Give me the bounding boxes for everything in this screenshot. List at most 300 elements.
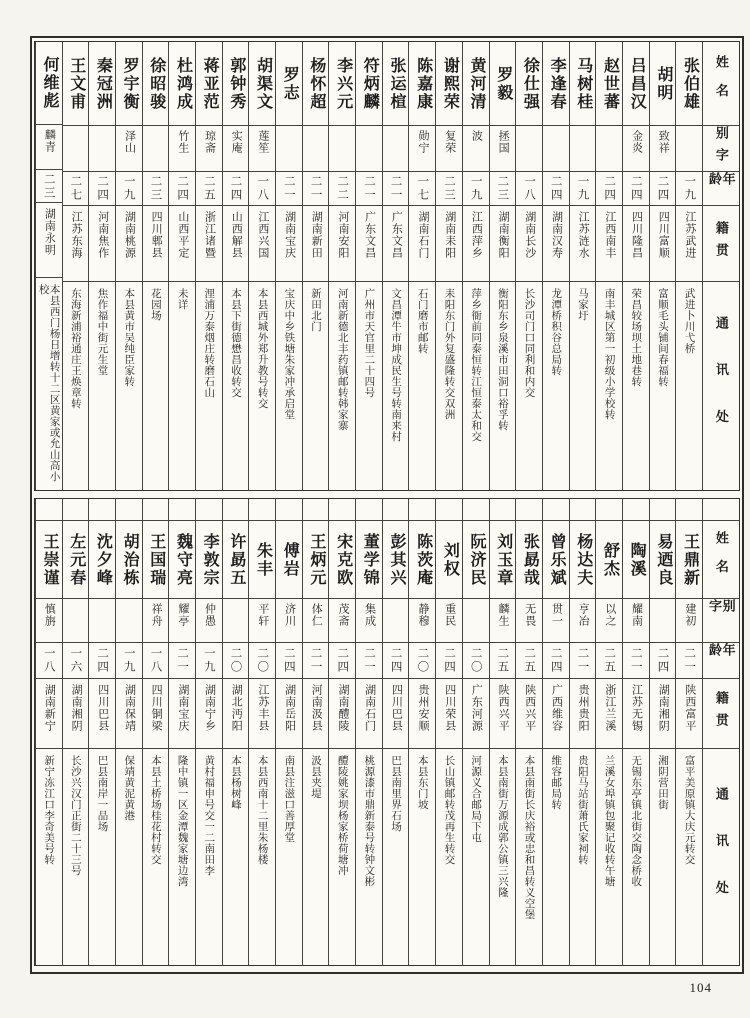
person-age-cell-text: 二三 bbox=[443, 175, 455, 202]
person-origin-cell bbox=[409, 206, 435, 282]
column-header-name-text: 姓名 bbox=[713, 54, 729, 113]
person-addr-cell-text: 本县黄市吴纯臣家转 bbox=[123, 288, 135, 387]
person-zi-cell-text: 平轩 bbox=[256, 603, 269, 627]
person-name-cell-text: 罗志 bbox=[281, 65, 299, 102]
person-zi-cell bbox=[276, 126, 302, 172]
person-name-cell-text: 许勗五 bbox=[227, 532, 245, 587]
person-age-cell-text: 一九 bbox=[576, 175, 589, 202]
person-column bbox=[569, 42, 596, 490]
column-header-age bbox=[703, 643, 739, 679]
person-name-cell-text: 曾乐斌 bbox=[548, 532, 566, 587]
person-addr-cell bbox=[463, 749, 489, 965]
blank-cell bbox=[676, 499, 702, 521]
person-column bbox=[569, 499, 596, 965]
person-zi-cell bbox=[356, 126, 382, 172]
person-zi-cell-text: 复荣 bbox=[443, 130, 456, 154]
person-addr-cell-text: 桃源漆市鼎新泰号转钟文彬 bbox=[363, 755, 375, 887]
person-zi-cell-text: 泽山 bbox=[123, 130, 136, 154]
person-zi-cell bbox=[89, 599, 115, 643]
person-addr-cell-text: 萍乡衙前同泰恒转江恒泰太和交 bbox=[470, 288, 482, 442]
person-addr-cell bbox=[436, 282, 462, 490]
person-age-cell bbox=[329, 643, 355, 679]
person-addr-cell-text: 巴县南里界石场 bbox=[390, 755, 402, 832]
person-origin-cell-text: 江苏武进 bbox=[683, 211, 696, 259]
person-age-cell-text: 二四 bbox=[229, 175, 242, 202]
person-zi-cell bbox=[63, 599, 89, 643]
person-origin-cell bbox=[409, 679, 435, 749]
person-addr-cell bbox=[249, 282, 275, 490]
person-origin-cell-text: 湖南衡阳 bbox=[497, 211, 510, 259]
person-column bbox=[62, 42, 89, 490]
person-name-cell bbox=[570, 521, 596, 599]
person-addr-cell bbox=[116, 749, 142, 965]
person-zi-cell bbox=[329, 126, 355, 172]
person-age-cell-text: 二四 bbox=[336, 647, 349, 674]
person-age-cell bbox=[570, 172, 596, 206]
person-addr-cell-text: 本县东门坡 bbox=[416, 755, 428, 810]
person-addr-cell bbox=[303, 749, 329, 965]
person-origin-cell-text: 江苏涟水 bbox=[577, 211, 590, 259]
person-addr-cell bbox=[169, 749, 195, 965]
person-zi-cell bbox=[436, 599, 462, 643]
person-addr-cell-text: 浬浦万泰烟庄转磨石山 bbox=[203, 288, 215, 398]
person-age-cell-text: 二四 bbox=[549, 647, 562, 674]
person-age-cell bbox=[63, 643, 89, 679]
blank-cell bbox=[36, 499, 62, 521]
person-zi-cell-text: 无畏 bbox=[523, 603, 536, 627]
person-zi-cell bbox=[570, 126, 596, 172]
person-zi-cell-text: 慎旃 bbox=[43, 603, 56, 627]
person-origin-cell bbox=[383, 206, 409, 282]
person-origin-cell bbox=[543, 206, 569, 282]
person-zi-cell bbox=[249, 126, 275, 172]
person-name-cell-text: 杨达夫 bbox=[574, 532, 592, 587]
person-zi-cell-text: 祥舟 bbox=[150, 603, 163, 627]
person-addr-cell bbox=[463, 282, 489, 490]
person-zi-cell bbox=[276, 599, 302, 643]
person-age-cell bbox=[623, 172, 649, 206]
person-origin-cell bbox=[490, 206, 516, 282]
person-addr-cell-text: 未详 bbox=[176, 288, 188, 310]
person-origin-cell-text: 湖南石门 bbox=[417, 211, 430, 259]
person-addr-cell-text: 东海新浦裕通庄王焕章转 bbox=[69, 288, 81, 409]
person-age-cell bbox=[63, 172, 89, 206]
person-name-cell-text: 黄河清 bbox=[468, 56, 486, 111]
person-column bbox=[195, 499, 222, 965]
person-origin-cell-text: 广东河源 bbox=[470, 684, 483, 732]
person-age-cell bbox=[650, 643, 676, 679]
person-origin-cell-text: 四川巴县 bbox=[390, 684, 403, 732]
person-zi-cell-text: 竹生 bbox=[176, 130, 189, 154]
person-zi-cell bbox=[196, 599, 222, 643]
person-addr-cell-text: 本县西门杨日增转十二区黄家或允山高小校 bbox=[37, 284, 60, 483]
person-addr-cell bbox=[570, 282, 596, 490]
blank-cell bbox=[623, 499, 649, 521]
person-addr-cell-text: 本县西南十二里朱杨楼 bbox=[256, 755, 268, 865]
person-addr-cell-text: 武进卜川弋桥 bbox=[683, 288, 695, 354]
person-age-cell bbox=[276, 643, 302, 679]
person-age-cell bbox=[169, 643, 195, 679]
person-zi-cell bbox=[63, 126, 89, 172]
person-name-cell bbox=[490, 42, 516, 126]
person-origin-cell bbox=[276, 679, 302, 749]
person-zi-cell bbox=[596, 599, 622, 643]
person-zi-cell bbox=[169, 599, 195, 643]
person-age-cell bbox=[676, 643, 702, 679]
person-addr-cell-text: 富顺毛头铺间春福转 bbox=[656, 288, 668, 387]
person-age-cell bbox=[409, 643, 435, 679]
person-age-cell-text: 二一 bbox=[309, 647, 322, 674]
person-name-cell-text: 宋克欧 bbox=[334, 532, 352, 587]
person-column bbox=[222, 42, 249, 490]
blank-cell bbox=[143, 499, 169, 521]
person-addr-cell-text: 保靖黄泥黄港 bbox=[123, 755, 135, 821]
person-addr-cell-text: 贵阳马站街萧氏家祠转 bbox=[576, 755, 588, 865]
person-age-cell-text: 二五 bbox=[603, 647, 616, 674]
person-name-cell-text: 何维彪 bbox=[41, 55, 59, 110]
person-age-cell-text: 二四 bbox=[603, 175, 616, 202]
person-age-cell-text: 二四 bbox=[443, 647, 455, 674]
person-age-cell-text: 二二 bbox=[336, 175, 349, 202]
person-zi-cell bbox=[650, 599, 676, 643]
column-header-addr bbox=[703, 282, 739, 490]
person-name-cell-text: 杨怀超 bbox=[307, 56, 325, 111]
person-column bbox=[462, 42, 489, 490]
person-zi-cell-text: 仲愚 bbox=[203, 603, 216, 627]
person-name-cell-text: 张勗哉 bbox=[521, 532, 539, 587]
person-origin-cell-text: 四川富顺 bbox=[657, 211, 670, 259]
person-addr-cell-text: 汲县夹堤 bbox=[310, 755, 322, 799]
person-age-cell-text: 二一 bbox=[362, 175, 375, 202]
person-name-cell-text: 李敦宗 bbox=[201, 532, 219, 587]
column-header-origin-text: 籍贯 bbox=[713, 221, 729, 266]
person-zi-cell-text: 重民 bbox=[443, 603, 456, 627]
column-header-age bbox=[703, 172, 739, 206]
roster-table-bottom bbox=[34, 498, 740, 966]
person-addr-cell-text: 兰溪女埠镇包聚记收转午塘 bbox=[603, 755, 615, 887]
person-age-cell-text: 二七 bbox=[69, 175, 82, 202]
person-zi-cell bbox=[36, 599, 62, 643]
person-addr-cell-text: 荣昌较场坝土地巷转 bbox=[630, 288, 642, 387]
person-addr-cell-text: 河源义合邮局下屯 bbox=[470, 755, 482, 843]
person-age-cell-text: 二三 bbox=[42, 172, 55, 200]
person-name-cell bbox=[596, 42, 622, 126]
person-age-cell-text: 一七 bbox=[416, 175, 429, 202]
blank-cell bbox=[356, 499, 382, 521]
person-addr-cell-text: 文昌潭牛市坤成民生号转南来村 bbox=[390, 288, 402, 442]
person-origin-cell bbox=[169, 679, 195, 749]
person-name-cell-text: 傅岩 bbox=[281, 541, 299, 578]
person-addr-cell bbox=[303, 282, 329, 490]
person-origin-cell-text: 山西平定 bbox=[176, 211, 189, 259]
person-name-cell bbox=[36, 42, 62, 125]
person-age-cell-text: 一八 bbox=[149, 647, 162, 674]
person-origin-cell bbox=[676, 206, 702, 282]
person-origin-cell-text: 湖南新田 bbox=[310, 211, 323, 259]
person-age-cell bbox=[596, 643, 622, 679]
column-header-addr bbox=[703, 749, 739, 965]
person-age-cell bbox=[463, 172, 489, 206]
person-name-cell bbox=[356, 521, 382, 599]
person-age-cell bbox=[676, 172, 702, 206]
person-name-cell-text: 王文甫 bbox=[67, 56, 85, 111]
person-column bbox=[88, 42, 115, 490]
person-origin-cell-text: 湖南保靖 bbox=[123, 684, 136, 732]
person-column bbox=[248, 499, 275, 965]
person-origin-cell-text: 陕西富平 bbox=[683, 684, 696, 732]
person-origin-cell-text: 广东文昌 bbox=[363, 211, 376, 259]
person-addr-cell-text: 龙潭桥积谷总局转 bbox=[550, 288, 562, 376]
person-addr-cell bbox=[356, 749, 382, 965]
blank-cell bbox=[303, 499, 329, 521]
blank-cell bbox=[249, 499, 275, 521]
person-addr-cell bbox=[143, 282, 169, 490]
person-age-cell-text: 一八 bbox=[256, 175, 269, 202]
person-column bbox=[168, 42, 195, 490]
person-addr-cell bbox=[143, 749, 169, 965]
person-origin-cell bbox=[436, 206, 462, 282]
person-addr-cell bbox=[383, 749, 409, 965]
person-column bbox=[328, 499, 355, 965]
person-zi-cell bbox=[196, 126, 222, 172]
person-zi-cell bbox=[650, 126, 676, 172]
person-addr-cell bbox=[676, 749, 702, 965]
person-origin-cell-text: 陕西兴平 bbox=[523, 684, 536, 732]
person-age-cell-text: 二一 bbox=[629, 647, 642, 674]
header-column bbox=[702, 499, 739, 965]
person-age-cell-text: 二一 bbox=[282, 175, 295, 202]
person-name-cell-text: 罗宇衡 bbox=[121, 56, 139, 111]
person-addr-cell-text: 醴陵姚家坝杨家桥荷塘冲 bbox=[336, 755, 348, 876]
person-addr-cell bbox=[543, 749, 569, 965]
person-addr-cell-text: 长沙兴汉门正街二十三号 bbox=[69, 755, 81, 876]
person-zi-cell bbox=[409, 126, 435, 172]
blank-cell bbox=[516, 499, 542, 521]
person-name-cell bbox=[570, 42, 596, 126]
person-name-cell-text: 胡明 bbox=[654, 65, 672, 102]
person-addr-cell bbox=[196, 282, 222, 490]
person-addr-cell bbox=[249, 749, 275, 965]
person-origin-cell-text: 四川巴县 bbox=[96, 684, 109, 732]
person-column bbox=[382, 499, 409, 965]
person-origin-cell-text: 湖南醴陵 bbox=[336, 684, 349, 732]
person-age-cell-text: 一九 bbox=[683, 175, 696, 202]
roster-table-top bbox=[34, 41, 740, 491]
person-zi-cell bbox=[143, 126, 169, 172]
person-name-cell bbox=[89, 42, 115, 126]
person-age-cell bbox=[570, 643, 596, 679]
person-name-cell bbox=[543, 42, 569, 126]
person-age-cell-text: 二〇 bbox=[229, 647, 242, 674]
person-origin-cell bbox=[623, 206, 649, 282]
page-frame bbox=[30, 36, 744, 974]
person-addr-cell-text: 宝庆中乡铁塘朱家冲承启堂 bbox=[283, 288, 295, 420]
person-zi-cell bbox=[596, 126, 622, 172]
person-origin-cell bbox=[516, 206, 542, 282]
person-origin-cell-text: 江西兴国 bbox=[256, 211, 269, 259]
person-addr-cell bbox=[436, 749, 462, 965]
person-zi-cell bbox=[463, 126, 489, 172]
person-origin-cell bbox=[329, 679, 355, 749]
person-age-cell-text: 二〇 bbox=[256, 647, 269, 674]
person-name-cell-text: 陈茨庵 bbox=[414, 532, 432, 587]
person-addr-cell bbox=[276, 282, 302, 490]
person-name-cell bbox=[516, 42, 542, 126]
person-origin-cell-text: 湖南湘阴 bbox=[70, 684, 83, 732]
person-age-cell bbox=[36, 170, 62, 203]
blank-cell bbox=[63, 499, 89, 521]
person-column bbox=[248, 42, 275, 490]
person-name-cell bbox=[169, 521, 195, 599]
person-zi-cell bbox=[383, 126, 409, 172]
person-name-cell-text: 左元春 bbox=[67, 532, 85, 587]
person-age-cell-text: 二四 bbox=[629, 175, 642, 202]
person-addr-cell-text: 衡阳东乡泉溪市田洞口裕孚转 bbox=[496, 288, 508, 431]
person-name-cell-text: 蒋亚范 bbox=[201, 56, 219, 111]
person-name-cell bbox=[543, 521, 569, 599]
person-name-cell-text: 秦冠洲 bbox=[94, 56, 112, 111]
blank-cell bbox=[436, 499, 462, 521]
person-zi-cell bbox=[303, 126, 329, 172]
person-age-cell bbox=[516, 643, 542, 679]
column-header-name bbox=[703, 521, 739, 599]
person-addr-cell-text: 巴县南岸一品场 bbox=[96, 755, 108, 832]
person-column bbox=[35, 499, 62, 965]
person-name-cell bbox=[650, 42, 676, 126]
person-addr-cell-text: 南丰城区第一初级小学校转 bbox=[603, 288, 615, 420]
person-column bbox=[408, 42, 435, 490]
person-age-cell bbox=[516, 172, 542, 206]
person-age-cell bbox=[249, 643, 275, 679]
person-age-cell-text: 二一 bbox=[389, 175, 402, 202]
person-zi-cell bbox=[36, 125, 62, 170]
person-column bbox=[542, 42, 569, 490]
person-age-cell-text: 一九 bbox=[469, 175, 482, 202]
person-zi-cell-text: 耀亭 bbox=[176, 603, 189, 627]
person-zi-cell bbox=[169, 126, 195, 172]
person-origin-cell bbox=[596, 679, 622, 749]
person-name-cell-text: 赵世蕃 bbox=[601, 56, 619, 111]
person-addr-cell bbox=[409, 749, 435, 965]
person-name-cell bbox=[223, 42, 249, 126]
person-zi-cell bbox=[570, 599, 596, 643]
person-origin-cell-text: 广西维容 bbox=[550, 684, 563, 732]
person-column bbox=[435, 42, 462, 490]
person-addr-cell bbox=[63, 282, 89, 490]
person-name-cell bbox=[463, 521, 489, 599]
person-zi-cell bbox=[89, 126, 115, 172]
blank-cell bbox=[89, 499, 115, 521]
person-origin-cell bbox=[623, 679, 649, 749]
person-age-cell-text: 二四 bbox=[96, 647, 109, 674]
person-addr-cell-text: 富平美原镇大庆元转交 bbox=[683, 755, 695, 865]
person-column bbox=[328, 42, 355, 490]
person-addr-cell-text: 维容邮局转 bbox=[550, 755, 562, 810]
person-origin-cell-text: 四川铜梁 bbox=[150, 684, 163, 732]
person-origin-cell-text: 江苏丰县 bbox=[256, 684, 269, 732]
person-origin-cell-text: 江西南丰 bbox=[603, 211, 616, 259]
person-origin-cell-text: 四川隆昌 bbox=[630, 211, 643, 259]
person-name-cell-text: 王鼎新 bbox=[681, 532, 699, 587]
person-name-cell-text: 魏守亮 bbox=[174, 532, 192, 587]
person-name-cell bbox=[249, 42, 275, 126]
person-addr-cell bbox=[36, 278, 62, 490]
person-zi-cell-text: 麟生 bbox=[497, 603, 510, 627]
person-age-cell-text: 二一 bbox=[309, 175, 322, 202]
person-name-cell-text: 郭钟秀 bbox=[227, 56, 245, 111]
person-zi-cell-text: 以之 bbox=[603, 603, 616, 627]
blank-cell bbox=[329, 499, 355, 521]
person-age-cell bbox=[623, 643, 649, 679]
person-column bbox=[408, 499, 435, 965]
person-zi-cell bbox=[303, 599, 329, 643]
person-age-cell-text: 一六 bbox=[69, 647, 82, 674]
person-name-cell bbox=[303, 42, 329, 126]
person-name-cell-text: 张伯雄 bbox=[681, 56, 699, 111]
person-addr-cell bbox=[409, 282, 435, 490]
person-name-cell bbox=[276, 42, 302, 126]
person-origin-cell-text: 河南安阳 bbox=[336, 211, 349, 259]
person-addr-cell bbox=[676, 282, 702, 490]
person-name-cell bbox=[409, 521, 435, 599]
person-name-cell bbox=[303, 521, 329, 599]
person-name-cell-text: 马树桂 bbox=[574, 56, 592, 111]
person-addr-cell-text: 长沙司门口同利和内交 bbox=[523, 288, 535, 398]
person-column bbox=[595, 499, 622, 965]
column-header-zi bbox=[703, 126, 739, 172]
person-age-cell bbox=[303, 643, 329, 679]
person-age-cell bbox=[143, 643, 169, 679]
person-origin-cell bbox=[89, 206, 115, 282]
person-addr-cell-text: 花园场 bbox=[149, 288, 161, 321]
person-zi-cell bbox=[516, 599, 542, 643]
column-header-origin-text: 籍贯 bbox=[713, 691, 729, 736]
person-origin-cell bbox=[63, 679, 89, 749]
person-zi-cell bbox=[329, 599, 355, 643]
person-column bbox=[675, 499, 702, 965]
person-name-cell-text: 罗毅 bbox=[494, 65, 512, 102]
person-origin-cell-text: 广东文昌 bbox=[390, 211, 403, 259]
person-column bbox=[115, 42, 142, 490]
person-zi-cell bbox=[223, 126, 249, 172]
column-header-addr-text: 通讯处 bbox=[713, 315, 729, 457]
blank-cell bbox=[490, 499, 516, 521]
person-zi-cell-text: 茂斋 bbox=[336, 603, 349, 627]
person-zi-cell bbox=[676, 599, 702, 643]
person-column bbox=[222, 499, 249, 965]
person-age-cell bbox=[490, 172, 516, 206]
person-name-cell-text: 朱丰 bbox=[254, 541, 272, 578]
person-name-cell bbox=[516, 521, 542, 599]
blank-cell bbox=[169, 499, 195, 521]
person-age-cell bbox=[463, 643, 489, 679]
person-age-cell bbox=[436, 643, 462, 679]
person-addr-cell-text: 南县注滋口善厚堂 bbox=[283, 755, 295, 843]
person-name-cell bbox=[276, 521, 302, 599]
person-age-cell bbox=[596, 172, 622, 206]
person-name-cell-text: 王崇谨 bbox=[41, 532, 59, 587]
person-name-cell-text: 吕昌汉 bbox=[628, 56, 646, 111]
person-addr-cell-text: 长山镇邮转茂再生转交 bbox=[443, 755, 455, 865]
person-zi-cell bbox=[409, 599, 435, 643]
person-age-cell-text: 二一 bbox=[362, 647, 375, 674]
person-zi-cell bbox=[463, 599, 489, 643]
person-addr-cell-text: 本县下街德懋昌收转交 bbox=[229, 288, 241, 398]
person-name-cell-text: 陶溪 bbox=[628, 541, 646, 578]
person-addr-cell bbox=[623, 749, 649, 965]
person-zi-cell bbox=[116, 126, 142, 172]
person-origin-cell-text: 湖南汉寿 bbox=[550, 211, 563, 259]
